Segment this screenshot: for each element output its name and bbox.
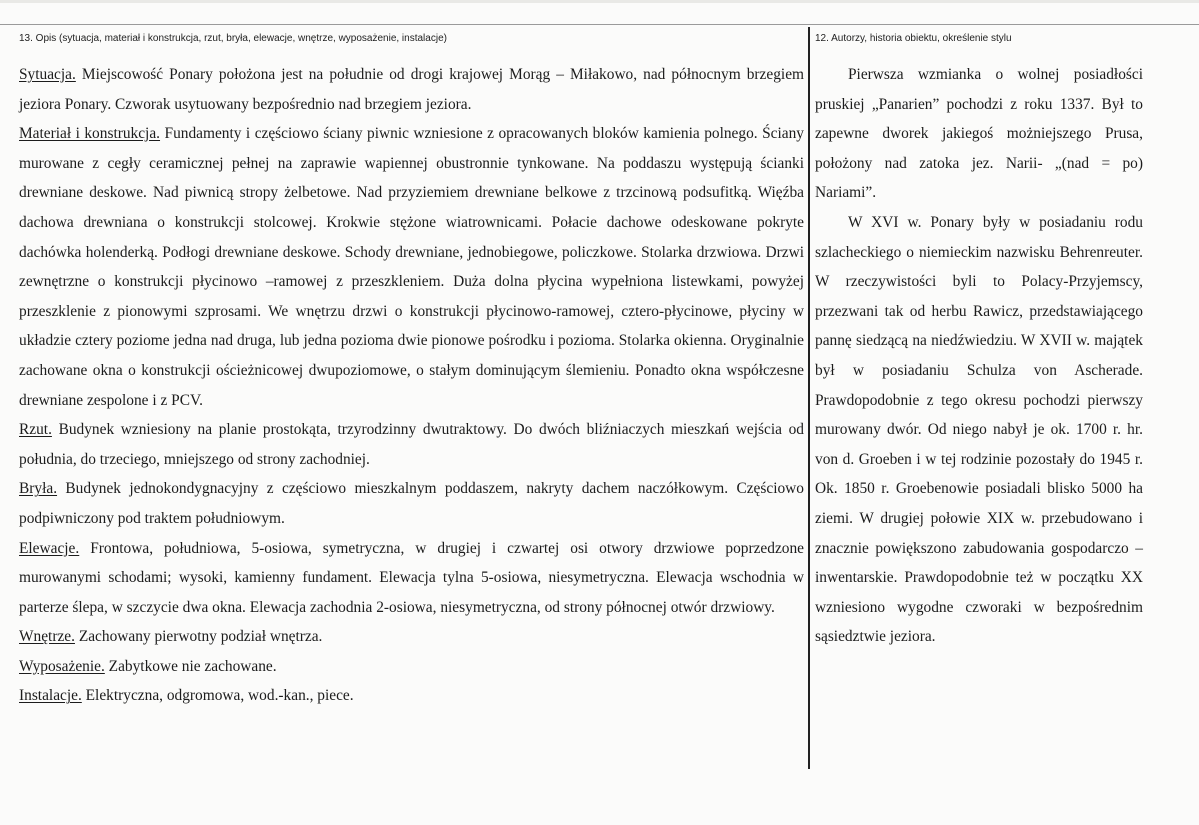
text-material: Fundamenty i częściowo ściany piwnic wzniesione z opracowanych bloków kamienia polnego. Ściany murowane z cegły ceramicznej pełnej na zaprawie wapiennej obustronnie tynkowane. Na poddaszu występują ścianki drewniane deskowe. Nad piwnicą stropy żelbetowe. Nad przyziemiem drewniane belkowe z trzcinową podsufitką. Więźba dachowa drewniana o konstrukcji stolcowej. Krokwie stężone wiatrownicami. Połacie dachowe odeskowane pokryte dachówka holenderką. Podłogi drewniane deskowe. Schody drewniane, jednobiegowe, policzkowe. Stolarka drzwiowa. Drzwi zewnętrzne o konstrukcji płycinowo –ramowej z przeszkleniem. Duża dolna płycina wypełniona listewkami, powyżej przeszklenie z pionowymi szprosami. We wnętrzu drzwi o konstrukcji płycinowo-ramowej, cztero-płycinowe, płyciny w układzie cztery poziome jedna nad druga, lub jedna pozioma dwie pionowe pośrodku i pozioma. Stolarka okienna. Oryginalnie zachowane okna o konstrukcji ościeżnicowej dwupoziomowe, o stałym dominującym ślemieniu. Ponadto okna współczesne drewniane zespolone i z PCV. [19,125,804,409]
description-column [19,60,804,711]
paragraph-bryla [19,474,804,533]
label-bryla: Bryła. [19,480,58,498]
header-divider [0,24,1199,25]
label-elewacje: Elewacje. [19,539,80,557]
paragraph-wnetrze [19,622,804,652]
paragraph-rzut [19,415,804,474]
paragraph-material [19,119,804,415]
paragraph-instalacje [19,681,804,711]
text-elewacje: Frontowa, południowa, 5-osiowa, symetryczna, w drugiej i czwartej osi otwory drzwiowe poprzedzone murowanymi schodami; wysoki, kamienny fundament. Elewacja tylna 5-osiowa, niesymetryczna. Elewacja wschodnia w parterze ślepa, w szczycie dwa okna. Elewacja zachodnia 2-osiowa, niesymetryczna, od strony północnej otwór drzwiowy. [19,539,804,616]
column-divider [808,27,810,769]
history-column [815,60,1143,652]
history-paragraph-2: W XVI w. Ponary były w posiadaniu rodu szlacheckiego o niemieckim nazwisku Behrenreuter. W rzeczywistości byli to Polacy-Przyjemscy, przezwani tak od herbu Rawicz, przedstawiającego pannę siedzącą na niedźwiedziu. W XVII w. majątek był w posiadaniu Schulza von Ascherade. Prawdopodobnie z tego okresu pochodzi pierwszy murowany dwór. Od niego nabył je ok. 1700 r. hr. von d. Groeben i w tej rodzinie pozostały do 1945 r. Ok. 1850 r. Groebenowie posiadali blisko 5000 ha ziemi. W drugiej połowie XIX w. przebudowano i znacznie powiększono zabudowania gospodarczo – inwentarskie. Prawdopodobnie też w początku XX wzniesiono wygodne czworaki w bezpośrednim sąsiedztwie jeziora. [815,213,1143,646]
text-rzut: Budynek wzniesiony na planie prostokąta, trzyrodzinny dwutraktowy. Do dwóch bliźniaczych mieszkań wejścia od południa, do trzeciego, mniejszego od strony zachodniej. [19,421,804,468]
page-top-shade [0,0,1199,3]
label-rzut: Rzut. [19,421,52,439]
history-paragraph-1: Pierwsza wzmianka o wolnej posiadłości pruskiej „Panarien” pochodzi z roku 1337. Był to zapewne dworek jakiegoś możniejszego Prusa, położony nad zatoka jez. Narii- „(nad = po) Nariami”. [815,66,1143,202]
text-wyposazenie: Zabytkowe nie zachowane. [104,657,277,675]
paragraph-sytuacja [19,60,804,119]
text-instalacje: Elektryczna, odgromowa, wod.-kan., piece. [81,687,354,705]
label-wyposazenie: Wyposażenie. [19,657,105,675]
label-instalacje: Instalacje. [19,687,82,705]
text-bryla: Budynek jednokondygnacyjny z częściowo mieszkalnym poddaszem, nakryty dachem naczółkowym. Częściowo podpiwniczony pod traktem południowym. [19,480,804,527]
label-wnetrze: Wnętrze. [19,628,75,646]
section-13-header: 13. Opis (sytuacja, materiał i konstrukcja, rzut, bryła, elewacje, wnętrze, wyposażenie, instalacje) [19,33,447,44]
paragraph-wyposazenie [19,652,804,682]
text-sytuacja: Miejscowość Ponary położona jest na południe od drogi krajowej Morąg – Miłakowo, nad północnym brzegiem jeziora Ponary. Czworak usytuowany bezpośrednio nad brzegiem jeziora. [19,66,804,113]
text-wnetrze: Zachowany pierwotny podział wnętrza. [74,628,323,646]
label-sytuacja: Sytuacja. [19,66,76,83]
label-material: Materiał i konstrukcja. [19,125,161,143]
section-12-header: 12. Autorzy, historia obiektu, określenie stylu [815,33,1012,44]
paragraph-elewacje [19,534,804,623]
